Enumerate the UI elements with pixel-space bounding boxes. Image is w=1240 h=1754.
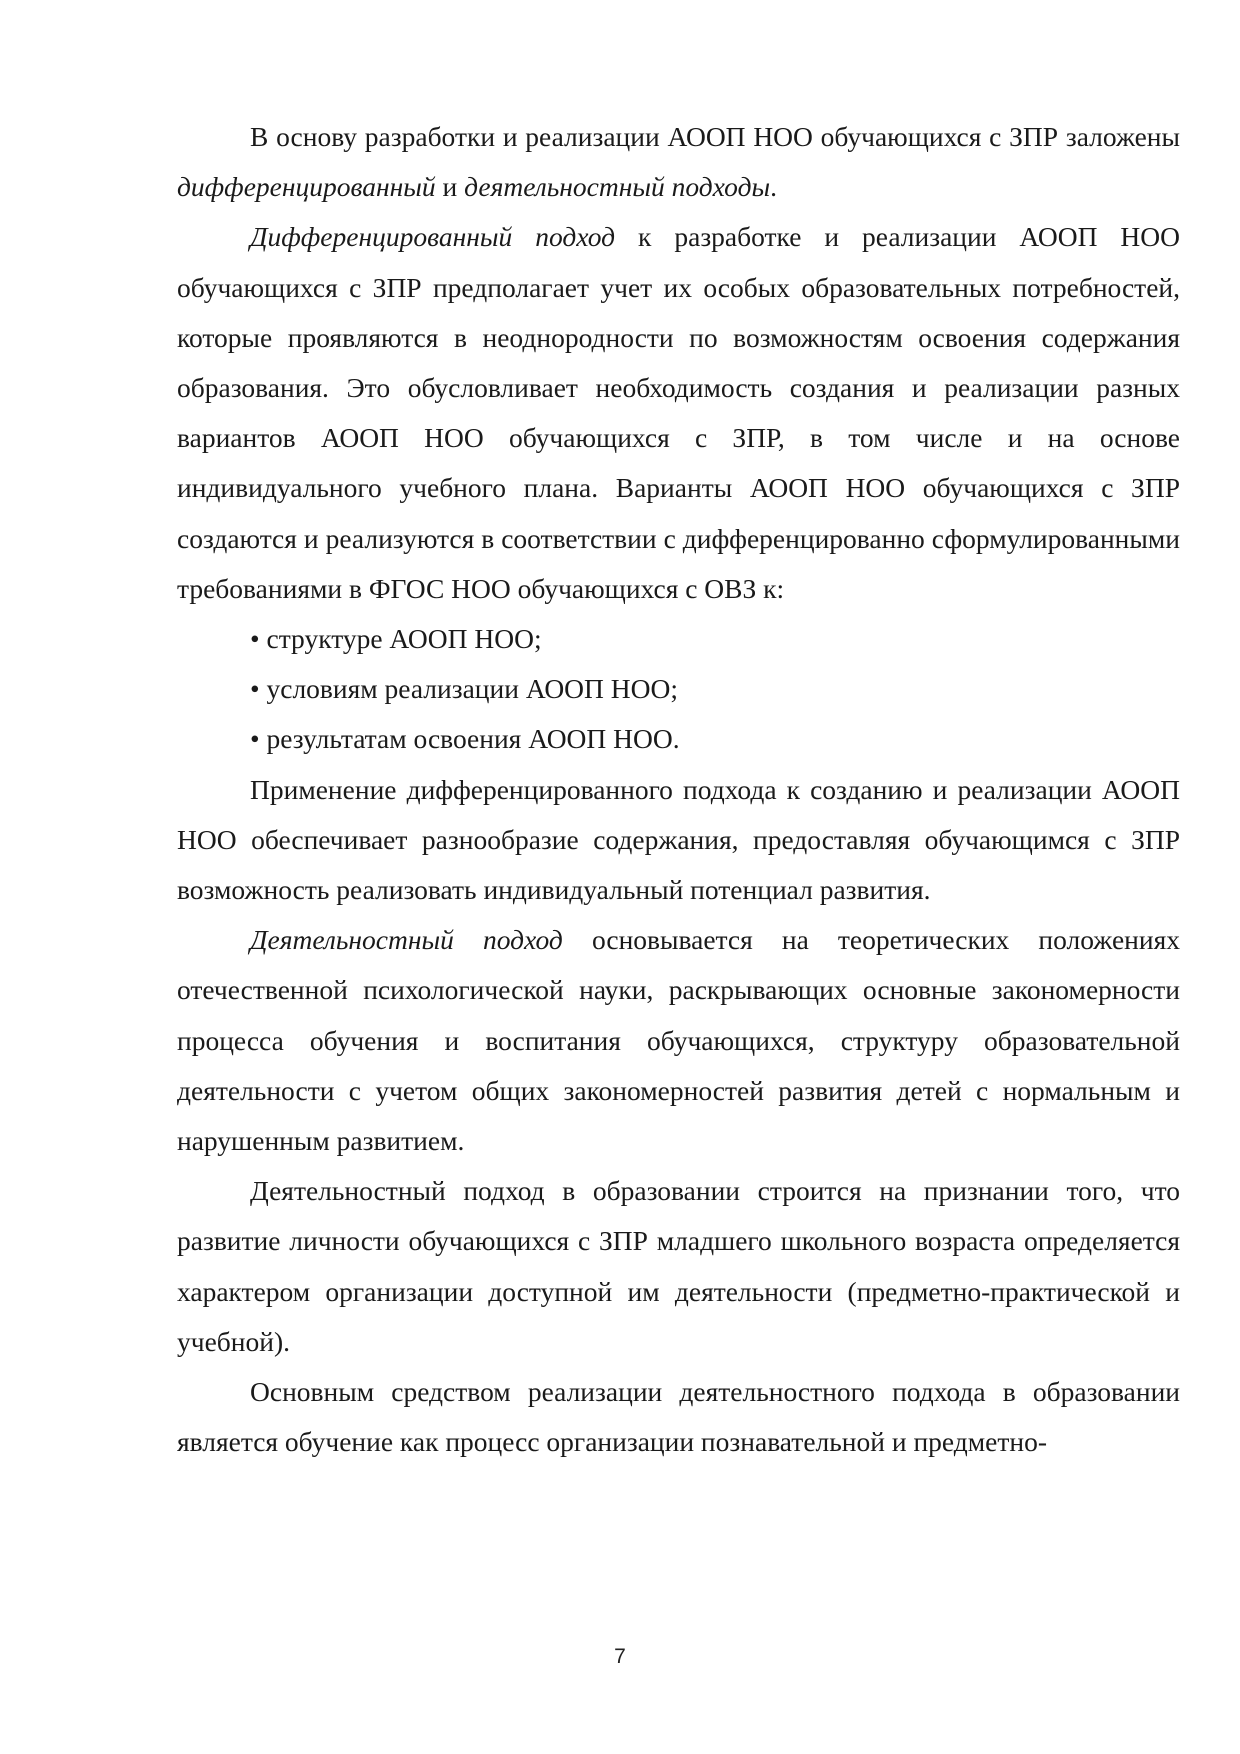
paragraph-main-means: Основным средством реализации деятельностного подхода в образовании является обучение как процесс организации познавательной и предметно- [177, 1376, 1180, 1458]
paragraph-activity-in-education: Деятельностный подход в образовании строится на признании того, что развитие личности обучающихся с ЗПР младшего школьного возраста определяется характером организации доступной им деятельности (предметно-практической и учебной). [177, 1175, 1180, 1357]
list-item: • результатам освоения АООП НОО. [250, 723, 680, 755]
list-item: • структуре АООП НОО; [250, 623, 542, 655]
emphasis-activity-approach: Деятельностный подход [250, 924, 563, 956]
requirements-list [177, 614, 1180, 765]
emphasis-activity-approaches: деятельностный подходы [464, 171, 771, 203]
paragraph-activity-approach: Деятельностный подход основывается на теоретических положениях отечественной психологической науки, раскрывающих основные закономерности процесса обучения и воспитания обучающихся, структуру образовательной деятельности с учетом общих закономерностей развития детей с нормальным и нарушенным развитием. [177, 924, 1180, 1157]
list-item: • условиям реализации АООП НОО; [250, 673, 678, 705]
page-number: 7 [614, 1645, 626, 1668]
paragraph-differentiated-approach: Дифференцированный подход к разработке и реализации АООП НОО обучающихся с ЗПР предполагает учет их особых образовательных потребностей, которые проявляются в неоднородности по возможностям освоения содержания образования. Это обусловливает необходимость создания и реализации разных вариантов АООП НОО обучающихся с ЗПР, в том числе и на основе индивидуального учебного плана. Варианты АООП НОО обучающихся с ЗПР создаются и реализуются в соответствии с дифференцированно сформулированными требованиями в ФГОС НОО обучающихся с ОВЗ к: [177, 221, 1180, 604]
emphasis-differentiated-approach: Дифференцированный подход [250, 221, 616, 253]
emphasis-differentiated: дифференцированный [177, 171, 436, 203]
page-body [177, 112, 1180, 1467]
paragraph-application: Применение дифференцированного подхода к созданию и реализации АООП НОО обеспечивает разнообразие содержания, предоставляя обучающимся с ЗПР возможность реализовать индивидуальный потенциал развития. [177, 773, 1180, 906]
paragraph-approaches-intro: В основу разработки и реализации АООП НОО обучающихся с ЗПР заложены дифференцированный и деятельностный подходы. [177, 121, 1180, 203]
